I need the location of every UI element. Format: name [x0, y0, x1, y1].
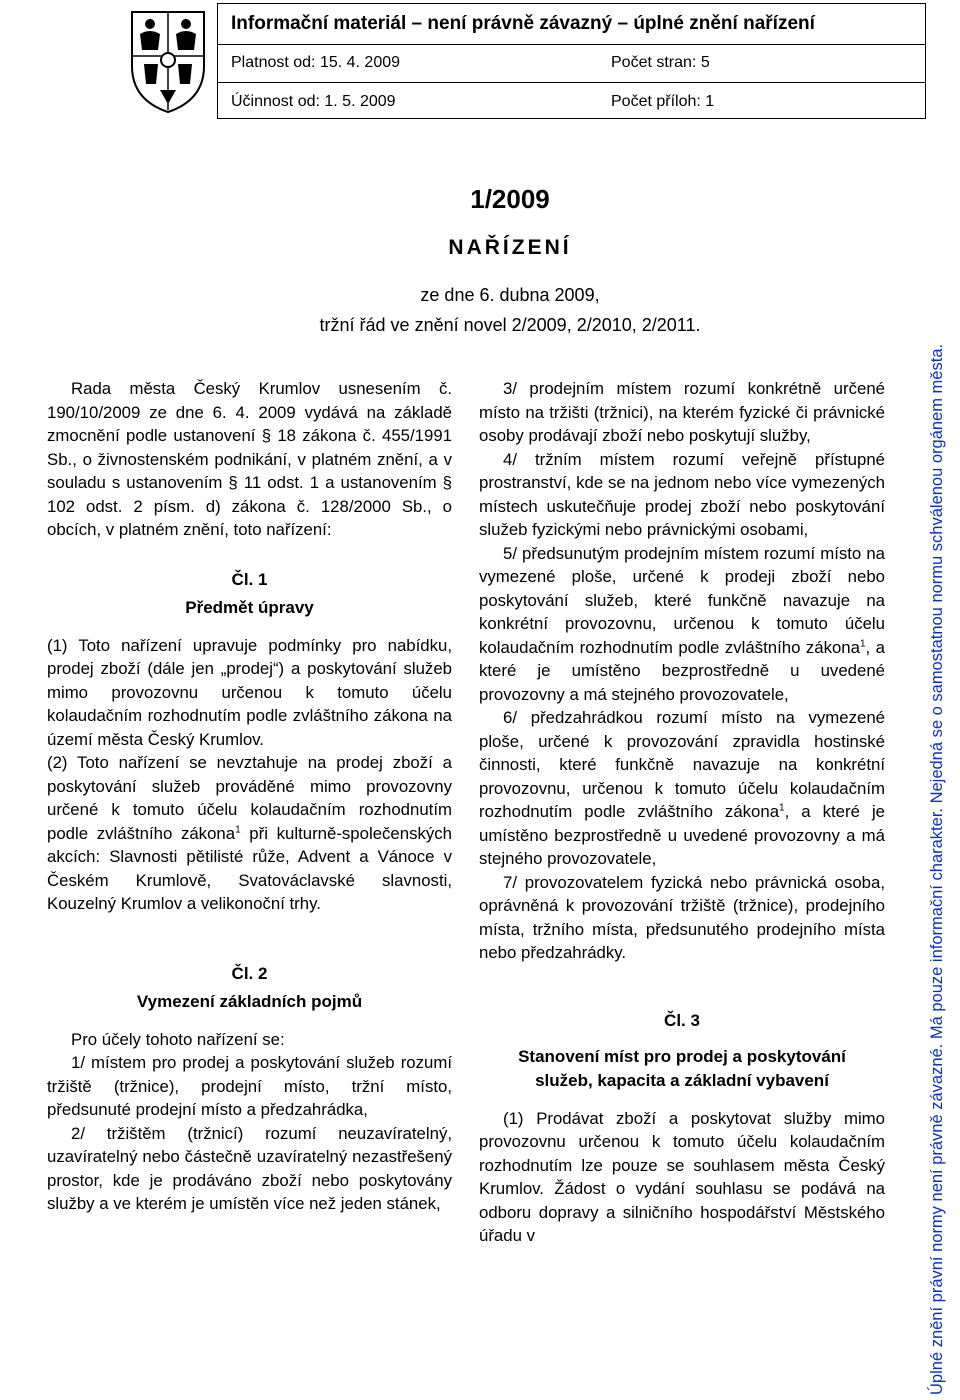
article-1-paragraph-2: (2) Toto nařízení se nevztahuje na prodej zboží a poskytování služeb prováděné mimo provozovny určené k tomuto účelu kolaudačním rozhodnutím podle zvláštního zákona$^1$ při kulturně-společenských akcích: Slavnosti pětilisté růže, Advent a Vánoce v Českém Krumlově, Svatováclavské slavnosti, Kouzelný Krumlov a velikonoční trhy.: [47, 753, 452, 913]
effective-from: Účinnost od: 1. 5. 2009: [231, 93, 396, 110]
definition-6: 6/ předzahrádkou rozumí místo na vymezené ploše, určené k provozování zpravidla hostinské činnosti, které funkčně navazuje na konkrétní provozovnu, určenou k tomuto účelu kolaudačním rozhodnutím podle zvláštního zákona$^1$, a které je umístěno bezprostředně u uvedené provozovny a má stejného provozovatele,: [479, 708, 885, 868]
right-column: [479, 377, 885, 1248]
page-count: Počet stran: 5: [611, 54, 710, 71]
issue-date: ze dne 6. dubna 2009,: [420, 285, 600, 305]
definition-5: 5/ předsunutým prodejním místem rozumí místo na vymezené ploše, určené k prodeji zboží nebo poskytování služeb, které funkčně navazuje na konkrétní provozovnu, určenou k tomuto účelu kolaudačním rozhodnutím podle zvláštního zákona$^1$, a které je umístěno bezprostředně u uvedené provozovny a má stejného provozovatele,: [479, 543, 885, 704]
document-kind: NAŘÍZENÍ: [448, 236, 572, 259]
header-banner: Informační materiál – není právně závazný – úplné znění nařízení: [231, 13, 815, 34]
definition-2: 2/ tržištěm (tržnicí) rozumí neuzavíratelný, uzavíratelný nebo částečně uzavíratelný nezastřešený prostor, kde je prodáváno zboží nebo poskytovány služby a ve kterém je umístěn více než jeden stánek,: [47, 1123, 452, 1213]
city-coat-of-arms-logo: [120, 3, 218, 119]
footnote-ref: 1: [859, 637, 866, 649]
article-1-number: Čl. 1: [231, 569, 268, 589]
article-1-title: Předmět úpravy: [185, 597, 314, 617]
definition-4: 4/ tržním místem rozumí veřejně přístupné prostranství, kde se na jednom nebo více vymezených místech uskutečňuje prodej zboží nebo poskytování služeb fyzickými nebo právnickými osobami,: [479, 449, 885, 539]
intro-paragraph: Rada města Český Krumlov usnesením č. 190/10/2009 ze dne 6. 4. 2009 vydává na základě zmocnění podle ustanovení § 18 zákona č. 455/1991 Sb., o živnostenském podnikání, v platném znění, a v souladu s ustanovením § 11 odst. 1 a ustanovením § 102 odst. 2 písm. d) zákona č. 128/2000 Sb., o obcích, v platném znění, toto nařízení:: [47, 379, 452, 539]
article-2-title: Vymezení základních pojmů: [136, 991, 363, 1011]
legal-disclaimer-side-note: Úplné znění právní normy není právně závazné. Má pouze informační charakter. Nejedná se o samostatnou normu schválenou orgánem města.: [928, 343, 946, 1395]
document-header: [121, 3, 926, 119]
article-3-number: Čl. 3: [664, 1010, 700, 1030]
definition-7: 7/ provozovatelem fyzická nebo právnická osoba, oprávněná k provozování tržiště (tržnice), prodejního místa, tržního místa, předsunutého prodejního místa nebo předzahrádky.: [479, 872, 885, 962]
article-2-lead: Pro účely tohoto nařízení se:: [71, 1029, 285, 1049]
valid-from: Platnost od: 15. 4. 2009: [231, 54, 401, 71]
header-banner-row: [122, 4, 925, 45]
regulation-number: 1/2009: [470, 184, 550, 214]
article-3-title: Stanovení míst pro prodej a poskytování služeb, kapacita a základní vybavení: [518, 1046, 846, 1090]
footnote-ref: 1: [779, 802, 785, 814]
definition-1: 1/ místem pro prodej a poskytování služeb rozumí tržiště (tržnice), prodejní místo, tržní místo, předsunuté prodejní místo a předzahrádka,: [47, 1053, 452, 1119]
left-column: [47, 377, 452, 1216]
regulation-subject: tržní řád ve znění novel 2/2009, 2/2010, 2/2011.: [319, 315, 701, 335]
article-3-paragraph-1: (1) Prodávat zboží a poskytovat služby mimo provozovnu určenou k tomuto účelu kolaudačním rozhodnutím lze pouze se souhlasem města Český Krumlov. Žádost o vydání souhlasu se podává na odboru dopravy a silničního hospodářství Městského úřadu v: [479, 1108, 885, 1245]
definition-3: 3/ prodejním místem rozumí konkrétně určené místo na tržišti (tržnici), na kterém fyzické či právnické osoby prodávají zboží nebo poskytují služby,: [479, 379, 885, 445]
attachment-count: Počet příloh: 1: [611, 93, 715, 110]
article-1-paragraph-1: (1) Toto nařízení upravuje podmínky pro nabídku, prodej zboží (dále jen „prodej“) a poskytování služeb mimo provozovnu určenou k tomuto účelu kolaudačním rozhodnutím podle zvláštního zákona na území města Český Krumlov.: [47, 635, 452, 749]
article-2-number: Čl. 2: [231, 963, 268, 983]
footnote-ref: 1: [235, 823, 241, 835]
